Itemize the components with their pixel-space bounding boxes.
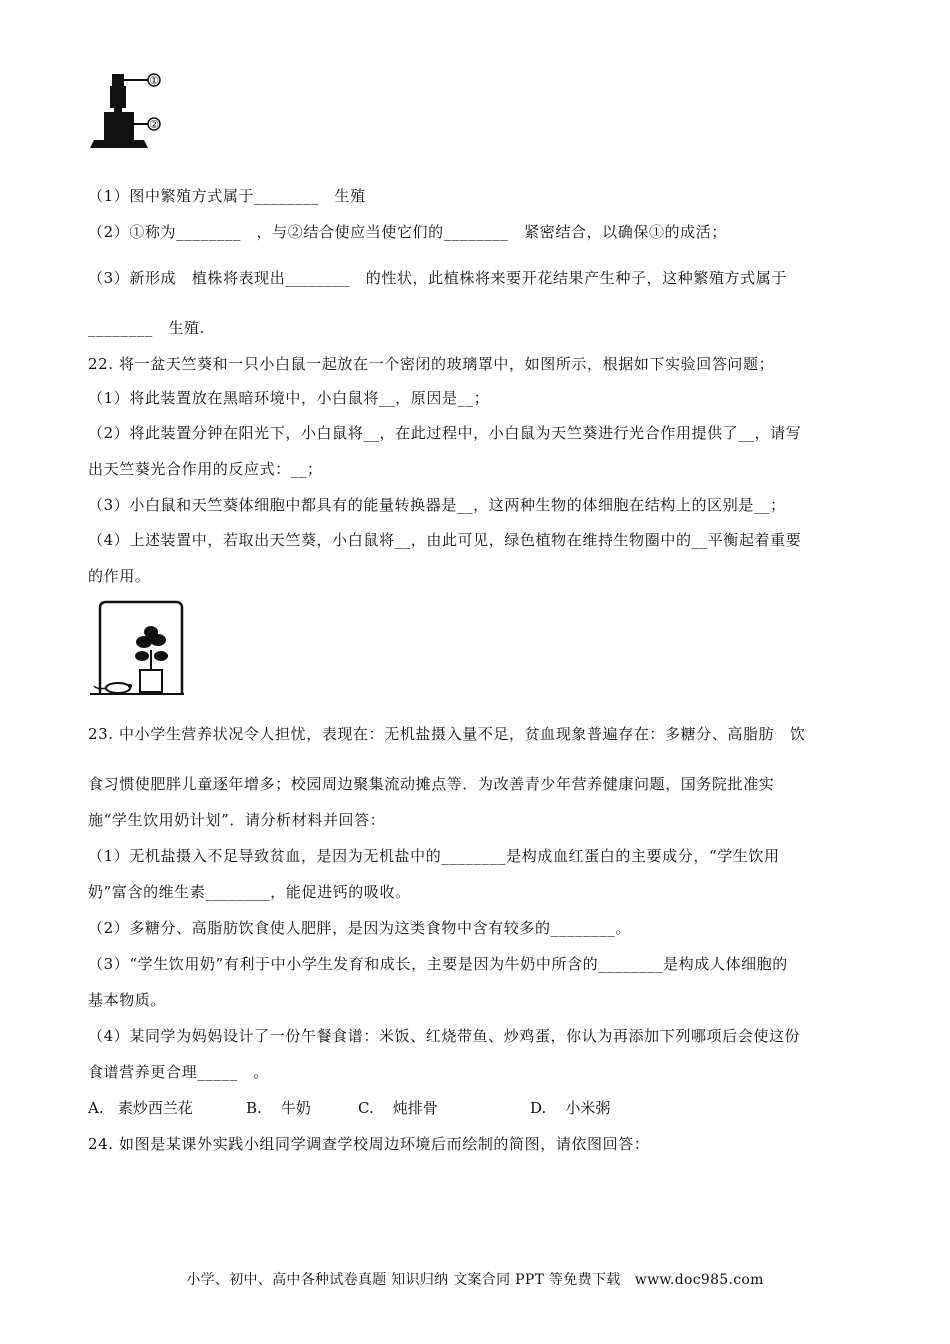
q23-sub2: （2）多糖分、高脂肪饮食使人肥胖，是因为这类食物中含有较多的________。 bbox=[88, 919, 631, 937]
q23-sub4-cont: 食谱营养更合理_____ 。 bbox=[88, 1063, 269, 1081]
q23-sub3-cont: 基本物质。 bbox=[88, 991, 167, 1009]
option-d bbox=[530, 1098, 610, 1118]
geranium-plant bbox=[135, 626, 168, 692]
q23-stem: 23. 中小学生营养状况令人担忧，表现在：无机盐摄入量不足，贫血现象普遍存在：多糖分、高脂肪 饮 bbox=[88, 725, 806, 743]
q21-sub3-cont: ________ 生殖. bbox=[88, 319, 205, 337]
option-b-text: 牛奶 bbox=[280, 1099, 311, 1117]
q23-sub1: （1）无机盐摄入不足导致贫血，是因为无机盐中的________是构成血红蛋白的主要成分，“学生饮用 bbox=[88, 847, 780, 865]
option-b bbox=[246, 1098, 311, 1118]
q22-sub3: （3）小白鼠和天竺葵体细胞中都具有的能量转换器是__，这两种生物的体细胞在结构上的区别是__； bbox=[88, 496, 786, 514]
q22-sub2-cont: 出天竺葵光合作用的反应式：__； bbox=[88, 460, 323, 478]
figure-label-1: ① bbox=[149, 74, 159, 87]
page-footer: 小学、初中、高中各种试卷真题 知识归纳 文案合同 PPT 等免费下载 www.doc985.com bbox=[186, 1272, 764, 1288]
q23-sub4: （4）某同学为妈妈设计了一份午餐食谱：米饭、红烧带鱼、炒鸡蛋，你认为再添加下列哪项后会使这份 bbox=[88, 1027, 801, 1045]
option-a-label: A. bbox=[88, 1099, 104, 1117]
grafting-figure bbox=[86, 68, 176, 152]
bell-jar-figure bbox=[86, 598, 186, 700]
scion-shape bbox=[110, 74, 126, 114]
q24-stem: 24. 如图是某课外实践小组同学调查学校周边环境后而绘制的简图，请依图回答： bbox=[88, 1135, 650, 1153]
q22-sub4-cont: 的作用。 bbox=[88, 567, 151, 585]
q22-sub1: （1）将此装置放在黑暗环境中，小白鼠将__，原因是__； bbox=[88, 389, 490, 407]
q22-sub4: （4）上述装置中，若取出天竺葵，小白鼠将__，由此可见，绿色植物在维持生物圈中的__平衡起着重要 bbox=[88, 531, 802, 549]
q23-options bbox=[88, 1098, 688, 1118]
option-d-text: 小米粥 bbox=[565, 1099, 611, 1117]
stock-shape bbox=[90, 112, 148, 148]
q21-sub2: （2）①称为________ ，与②结合使应当使它们的________ 紧密结合，以确保①的成活； bbox=[88, 223, 727, 241]
option-c-text: 炖排骨 bbox=[392, 1099, 438, 1117]
q23-sub3: （3）“学生饮用奶”有利于中小学生发育和成长，主要是因为牛奶中所含的________是构成人体细胞的 bbox=[88, 955, 788, 973]
option-d-label: D. bbox=[530, 1099, 547, 1117]
option-b-label: B. bbox=[246, 1099, 262, 1117]
option-c bbox=[358, 1098, 438, 1118]
figure-label-2: ② bbox=[149, 118, 159, 131]
q23-stem-cont2: 施“学生饮用奶计划”．请分析材料并回答： bbox=[88, 811, 386, 829]
q22-sub2: （2）将此装置分钟在阳光下，小白鼠将__，在此过程中，小白鼠为天竺葵进行光合作用提供了__，请写 bbox=[88, 424, 802, 442]
q23-stem-cont1: 食习惯使肥胖儿童逐年增多；校园周边聚集流动摊点等．为改善青少年营养健康问题，国务院批准实 bbox=[88, 775, 775, 793]
q23-sub1-cont: 奶”富含的维生素________，能促进钙的吸收。 bbox=[88, 883, 411, 901]
option-c-label: C. bbox=[358, 1099, 374, 1117]
q21-sub3: （3）新形成 植株将表现出________ 的性状，此植株将来要开花结果产生种子，这种繁殖方式属于 bbox=[88, 269, 787, 287]
option-a bbox=[88, 1098, 193, 1118]
q22-stem: 22. 将一盆天竺葵和一只小白鼠一起放在一个密闭的玻璃罩中，如图所示，根据如下实验回答问题； bbox=[88, 355, 775, 373]
q21-sub1: （1）图中繁殖方式属于________ 生殖 bbox=[88, 187, 366, 205]
option-a-text: 素炒西兰花 bbox=[117, 1099, 193, 1117]
